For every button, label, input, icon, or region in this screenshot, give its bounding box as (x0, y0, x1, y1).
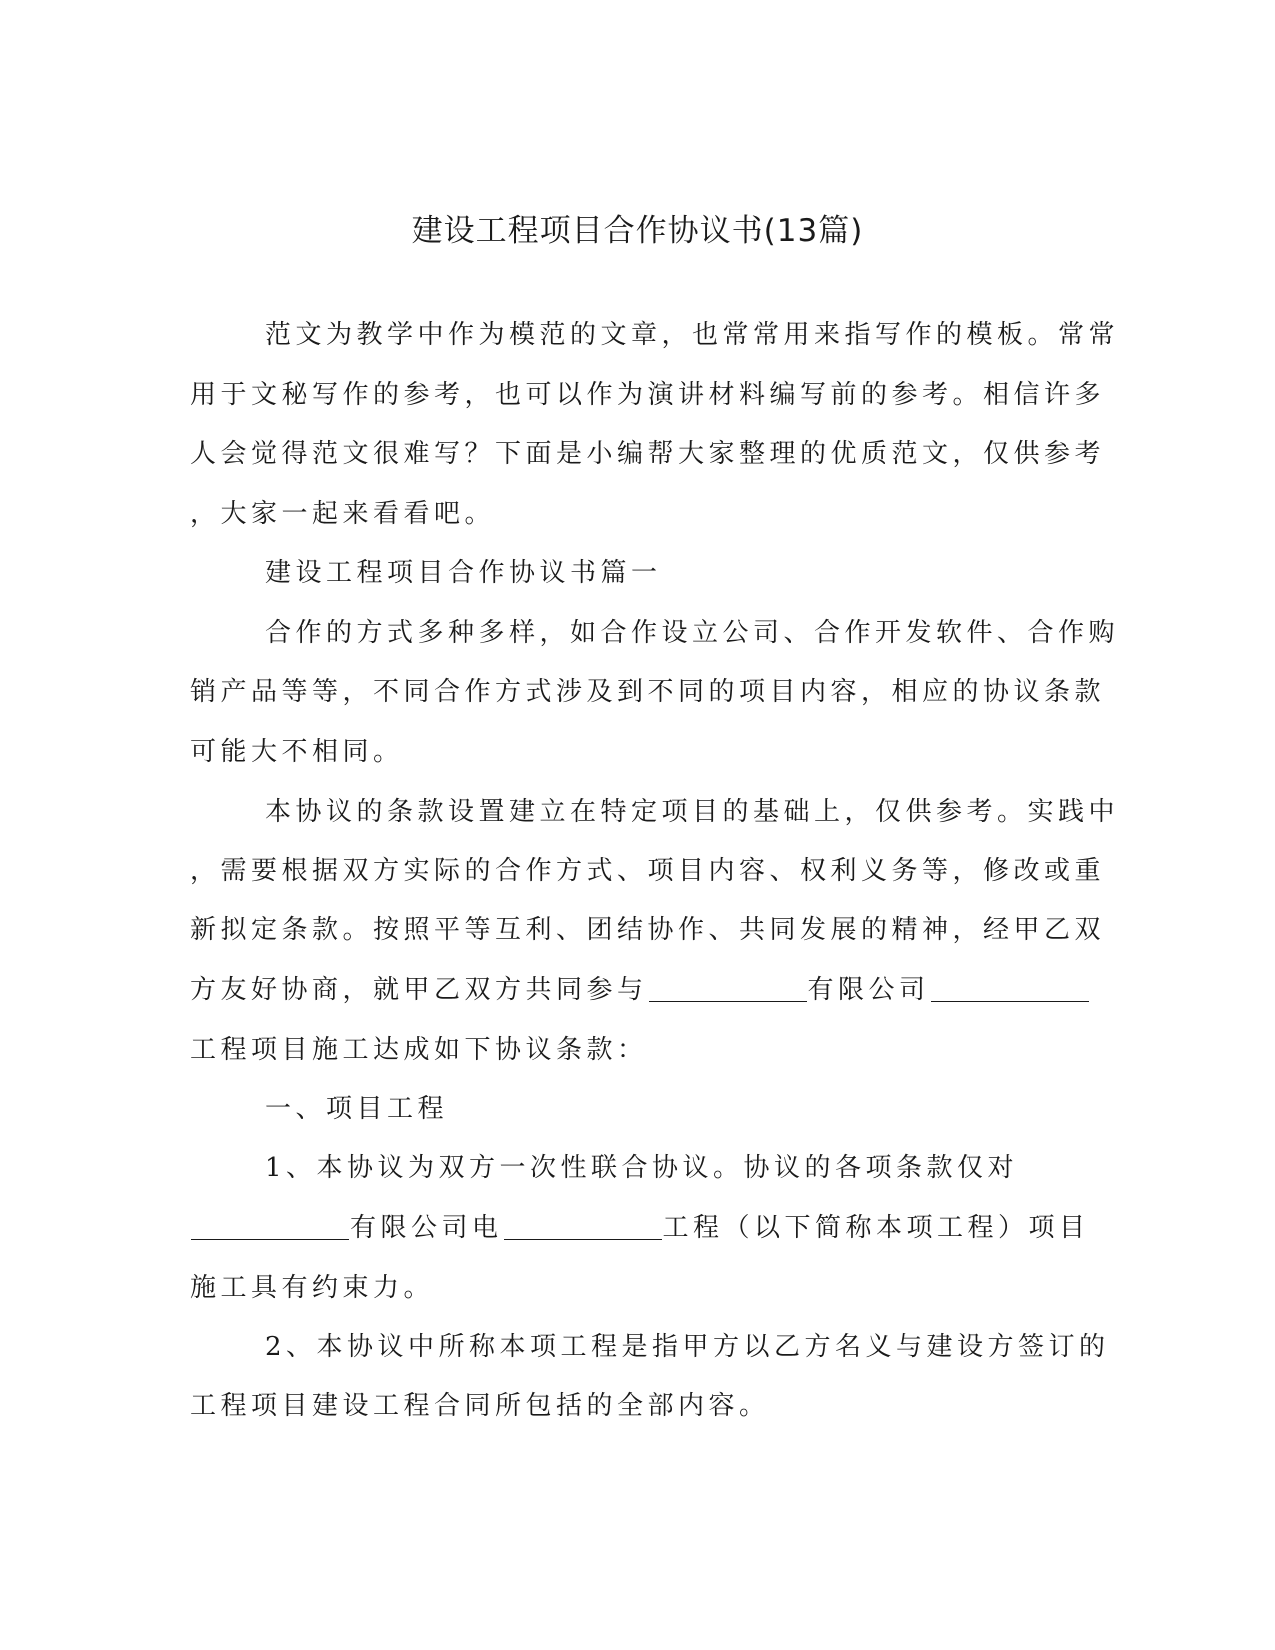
paragraph-line: 工程项目施工达成如下协议条款： (190, 1035, 648, 1065)
paragraph-line: ，需要根据双方实际的合作方式、项目内容、权利义务等，修改或重 (190, 856, 1106, 886)
intro-line: 人会觉得范文很难写？下面是小编帮大家整理的优质范文，仅供参考 (190, 439, 1106, 469)
clause-line: 施工具有约束力。 (190, 1273, 435, 1303)
clause-line: 工程项目建设工程合同所包括的全部内容。 (190, 1391, 770, 1421)
paragraph-line: 本协议的条款设置建立在特定项目的基础上，仅供参考。实践中 (265, 797, 1120, 827)
intro-line: ，大家一起来看看吧。 (190, 499, 496, 529)
fill-in-blank (649, 975, 807, 1002)
paragraph-text: 有限公司 (807, 975, 930, 1005)
paragraph-text: 方友好协商，就甲乙双方共同参与 (190, 975, 648, 1005)
clause-line: 2、本协议中所称本项工程是指甲方以乙方名义与建设方签订的 (265, 1332, 1110, 1362)
paragraph-line (190, 970, 1080, 1010)
paragraph-line: 新拟定条款。按照平等互利、团结协作、共同发展的精神，经甲乙双 (190, 915, 1106, 945)
paragraph-line: 销产品等等，不同合作方式涉及到不同的项目内容，相应的协议条款 (190, 677, 1106, 707)
clause-text: 工程（以下简称本项工程）项目 (662, 1213, 1090, 1243)
clause-text: 有限公司电 (350, 1213, 503, 1243)
fill-in-blank (931, 975, 1089, 1002)
section-heading: 建设工程项目合作协议书篇一 (265, 558, 662, 588)
paragraph-line: 合作的方式多种多样，如合作设立公司、合作开发软件、合作购 (265, 618, 1120, 648)
document-title: 建设工程项目合作协议书(13篇) (411, 213, 864, 249)
clause-line (190, 1208, 1090, 1248)
clause-line: 1、本协议为双方一次性联合协议。协议的各项条款仅对 (265, 1153, 1019, 1183)
fill-in-blank (504, 1213, 662, 1240)
clause-heading: 一、项目工程 (265, 1094, 449, 1124)
intro-line: 用于文秘写作的参考，也可以作为演讲材料编写前的参考。相信许多 (190, 380, 1106, 410)
paragraph-line: 可能大不相同。 (190, 737, 404, 767)
intro-line: 范文为教学中作为模范的文章，也常常用来指写作的模板。常常 (265, 320, 1120, 350)
fill-in-blank (191, 1213, 349, 1240)
